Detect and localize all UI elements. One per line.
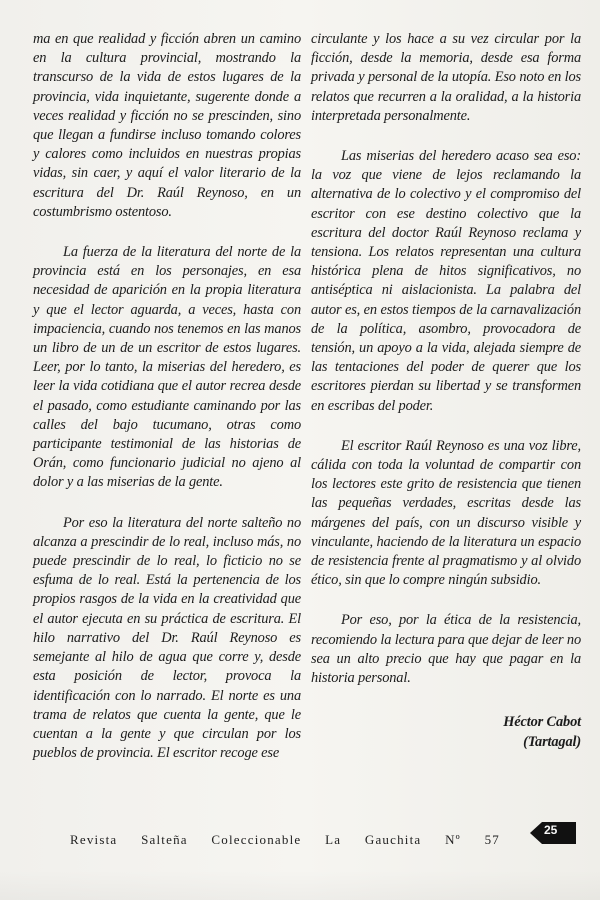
footer-word-revista: Revista <box>70 832 118 847</box>
footer-issue-number: 57 <box>484 832 500 847</box>
author-signature <box>311 712 581 752</box>
right-paragraph-2: Las miserias del heredero acaso sea eso: la voz que viene de lejos reclamando la alternativa de lo colectivo y el compromiso del escritor con ese destino colectivo que la escritura del doctor Raúl Reynoso reclama y tensiona. Los relatos representan una cultura histórica plena de hitos significativos, no antiséptica ni aislacionista. La palabra del autor es, en estos tiempos de la carnavalización de la política, asombro, provocadora de tensión, un apoyo a la vida, alejada siempre de las tentaciones del poder de querer que los escritores pierdan su libertad y se transformen en escribas del poder. <box>311 148 581 414</box>
right-column <box>311 30 581 752</box>
right-paragraph-3: El escritor Raúl Reynoso es una voz libre, cálida con toda la voluntad de compartir con los lectores este grito de resistencia que tienen las pequeñas verdades, escritas desde las márgenes del país, con un discurso visible y vinculante, haciendo de la literatura un espacio de resistencia frente al pragmatismo y al olvido ético, sin que lo compre ningún subsidio. <box>311 437 581 589</box>
footer-word-saltena: Salteña <box>141 832 188 847</box>
footer-word-numero: Nº <box>445 832 461 847</box>
author-affiliation: (Tartagal) <box>523 734 581 751</box>
footer-word-coleccionable: Coleccionable <box>211 832 302 847</box>
right-paragraph-1: circulante y los hace a su vez circular por la ficción, desde la memoria, desde esa forma privada y personal de la utopía. Eso noto en los relatos que recurren a la oralidad, a la historia interpretada personalmente. <box>311 31 581 124</box>
right-paragraph-4: Por eso, por la ética de la resistencia, recomiendo la lectura para que dejar de leer no sea un alto precio que hay que pagar en la historia personal. <box>311 612 581 687</box>
left-column <box>33 30 301 763</box>
page-bottom-shadow <box>0 870 600 900</box>
footer-word-la: La <box>325 832 342 847</box>
page-number: 25 <box>544 823 558 837</box>
left-paragraph-2: La fuerza de la literatura del norte de la provincia está en los personajes, en esa necesidad de aparición en la propia literatura y que el lector aguarda, a veces, hasta con impaciencia, cuando nos tenemos en las manos un libro de un de un escritor de estos lugares. Leer, por lo tanto, la miserias del heredero, es leer la vida cotidiana que el autor recrea desde el pasado, como estudiante caminando por las calles del bajo tucumano, otras como participante testimonial de las historias de Orán, como funcionario judicial no ajeno al dolor y a las miserias de la gente. <box>33 244 301 491</box>
author-name: Héctor Cabot <box>503 714 581 731</box>
running-footer <box>70 832 500 848</box>
footer-word-gauchita: Gauchita <box>364 832 422 847</box>
left-paragraph-1: ma en que realidad y ficción abren un camino en la cultura provincial, mostrando la transcurso de la vida de estos lugares de la provincia, vida inquietante, sugerente donde a veces realidad y ficción no se prescinden, sino que llegan a fundirse incluso tomando colores y calores como incluidos en nuestras propias vidas, sin caer, y aquí el valor literario de la escritura del Dr. Raúl Reynoso, en un costumbrismo ostentoso. <box>33 31 301 220</box>
left-paragraph-3: Por eso la literatura del norte salteño no alcanza a prescindir de lo real, incluso más, no puede prescindir de lo real, lo ficticio no se esfuma de lo real. Está la pertenencia de los propios rasgos de la vida en la creatividad que el autor ejecuta en su práctica de escritura. El hilo narrativo del Dr. Raúl Reynoso es semejante al hilo de agua que corre y, desde esta posición de lector, provoca la identificación con lo narrado. El norte es una trama de relatos que cuenta la gente, que le cuentan a la gente y que circulan por los pueblos de provincia. El escritor recoge ese <box>33 514 301 762</box>
